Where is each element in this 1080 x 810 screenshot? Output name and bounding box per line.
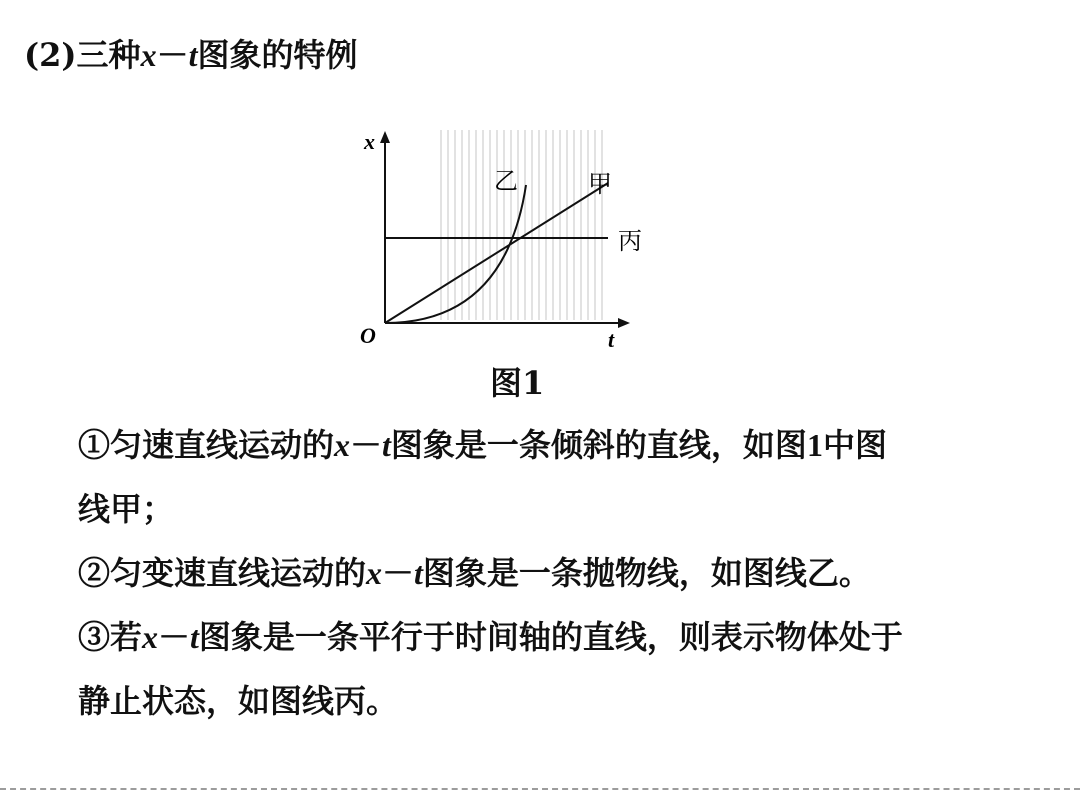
origin-label: O [360, 323, 376, 348]
heading-minus: － [156, 36, 189, 74]
xt-graph [340, 125, 660, 355]
item-1-text-a: ①匀速直线运动的 [78, 426, 335, 464]
item-3-text-b: 图象是一条平行于时间轴的直线，则表示物体处于 [198, 618, 903, 656]
y-axis-arrow [380, 131, 390, 143]
item-2-text-a: ②匀变速直线运动的 [78, 554, 367, 592]
x-axis-arrow [618, 318, 630, 328]
section-heading [24, 30, 357, 76]
heading-var-x: x [140, 37, 157, 73]
item-3-text-a: ③若 [78, 618, 143, 656]
item-2-text-b: 图象是一条抛物线，如图线乙。 [422, 554, 871, 592]
item-1-var-t: t [382, 427, 391, 463]
background-hatch [440, 130, 605, 320]
item-3-var-t: t [190, 619, 199, 655]
item-2-var-x: x [366, 555, 383, 591]
figure-caption: 图1 [490, 364, 545, 402]
item-3-continuation: 静止状态，如图线丙。 [78, 682, 399, 720]
item-3-minus: － [158, 618, 191, 656]
label-jia: 甲 [588, 170, 612, 198]
item-1-continuation: 线甲； [78, 490, 175, 528]
heading-prefix: (2)三种 [24, 36, 141, 74]
bottom-divider [0, 788, 1080, 790]
label-bing: 丙 [618, 227, 642, 255]
item-3 [78, 605, 903, 669]
heading-var-t: t [188, 37, 198, 73]
item-1 [78, 413, 887, 477]
item-2 [78, 541, 871, 605]
y-axis-label: x [364, 129, 375, 154]
item-2-var-t: t [414, 555, 423, 591]
item-1-text-c: 中图 [822, 426, 887, 464]
label-yi: 乙 [494, 167, 518, 195]
item-1-figure-number: 1 [806, 427, 823, 463]
heading-suffix: 图象的特例 [197, 36, 358, 74]
item-3-var-x: x [142, 619, 159, 655]
x-axis-label: t [608, 327, 615, 352]
item-2-minus: － [382, 554, 415, 592]
item-1-text-b: 图象是一条倾斜的直线，如图 [390, 426, 807, 464]
item-1-var-x: x [334, 427, 351, 463]
item-1-minus: － [350, 426, 383, 464]
